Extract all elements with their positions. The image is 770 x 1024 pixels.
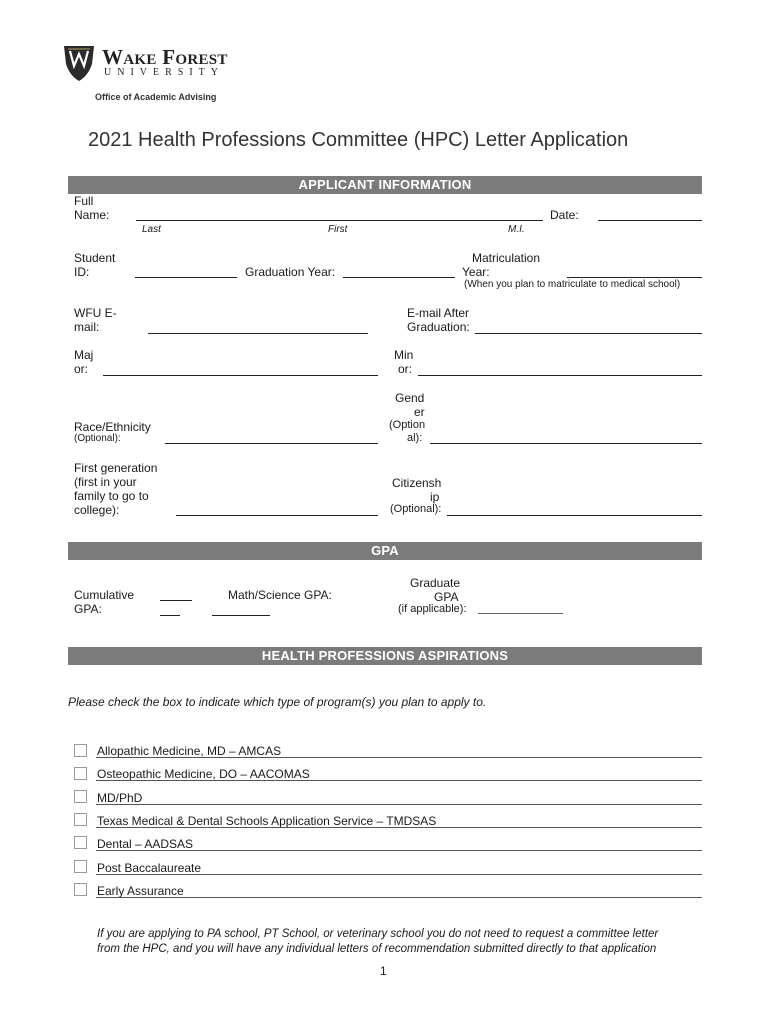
program-option-label: Early Assurance (97, 884, 184, 898)
race-field[interactable] (165, 443, 378, 444)
email-after-field[interactable] (475, 333, 702, 334)
program-option-underline (96, 874, 702, 875)
major-label: Maj (74, 348, 94, 362)
program-checkbox[interactable] (74, 883, 87, 896)
minor-field[interactable] (418, 375, 702, 376)
program-checkbox[interactable] (74, 836, 87, 849)
program-option-label: Texas Medical & Dental Schools Application Service – TMDSAS (97, 814, 437, 828)
cumulative-gpa-field-2[interactable] (160, 615, 180, 616)
program-option-label: Post Baccalaureate (97, 861, 202, 875)
citizenship-label-2: ip (430, 490, 440, 504)
student-id-label-2: ID: (74, 265, 90, 279)
program-option-underline (96, 804, 702, 805)
university-name: Wake Forest (102, 45, 228, 69)
graduation-year-label: Graduation Year: (245, 265, 336, 279)
math-science-gpa-label: Math/Science GPA: (228, 588, 332, 602)
wfu-email-label: WFU E- (74, 306, 117, 320)
matriculation-note: (When you plan to matriculate to medical school) (464, 279, 681, 290)
program-option-underline (96, 897, 702, 898)
email-after-label-2: Graduation: (407, 320, 470, 334)
student-id-label: Student (74, 251, 116, 265)
gender-optional: (Option (389, 419, 426, 431)
cumulative-gpa-label: Cumulative (74, 588, 135, 602)
wfu-shield-icon (62, 44, 96, 82)
wfu-email-field[interactable] (148, 333, 368, 334)
graduate-gpa-label-2: GPA (434, 590, 459, 604)
gender-label: Gend (395, 391, 425, 405)
matriculation-label: Matriculation (472, 251, 541, 265)
graduate-gpa-field[interactable] (478, 613, 563, 614)
matriculation-label-2: Year: (462, 265, 490, 279)
mi-caption: M.I. (508, 224, 525, 235)
program-checkbox[interactable] (74, 767, 87, 780)
aspirations-note-2: from the HPC, and you will have any individual letters of recommendation submitted directly to that application (97, 943, 657, 955)
program-option-underline (96, 827, 702, 828)
program-option-label: MD/PhD (97, 791, 143, 805)
student-id-field[interactable] (135, 277, 237, 278)
program-option-label: Allopathic Medicine, MD – AMCAS (97, 744, 282, 758)
full-name-label-2: Name: (74, 208, 110, 222)
aspirations-instruction: Please check the box to indicate which type of program(s) you plan to apply to. (68, 695, 487, 709)
program-checkbox[interactable] (74, 860, 87, 873)
full-name-label: Full (74, 194, 94, 208)
race-optional: (Optional): (74, 433, 121, 444)
program-checkbox[interactable] (74, 813, 87, 826)
email-after-label: E-mail After (407, 306, 470, 320)
program-option-underline (96, 850, 702, 851)
program-checkbox[interactable] (74, 744, 87, 757)
page-number: 1 (380, 964, 387, 978)
wfu-email-label-2: mail: (74, 320, 100, 334)
program-option-label: Osteopathic Medicine, DO – AACOMAS (97, 767, 310, 781)
first-name-caption: First (328, 224, 348, 235)
cumulative-gpa-field[interactable] (160, 600, 192, 601)
first-gen-label-4: college): (74, 503, 120, 517)
full-name-field[interactable] (136, 220, 543, 221)
minor-label-2: or: (398, 362, 413, 376)
gender-field[interactable] (430, 443, 702, 444)
program-option-label: Dental – AADSAS (97, 837, 194, 851)
office-name: Office of Academic Advising (95, 92, 217, 102)
gender-label-2: er (414, 405, 425, 419)
math-science-gpa-field[interactable] (212, 615, 270, 616)
last-name-caption: Last (142, 224, 161, 235)
first-gen-field[interactable] (176, 515, 378, 516)
major-label-2: or: (74, 362, 89, 376)
citizenship-optional: (Optional): (390, 503, 442, 515)
program-checkbox[interactable] (74, 790, 87, 803)
page-title: 2021 Health Professions Committee (HPC) Letter Application (88, 129, 629, 151)
graduate-gpa-optional: (if applicable): (398, 603, 467, 615)
cumulative-gpa-label-2: GPA: (74, 602, 102, 616)
section-header-gpa: GPA (68, 542, 702, 560)
race-label: Race/Ethnicity (74, 420, 151, 434)
first-gen-label-2: (first in your (74, 475, 137, 489)
matriculation-year-field[interactable] (567, 277, 702, 278)
program-option-underline (96, 780, 702, 781)
citizenship-field[interactable] (447, 515, 702, 516)
first-gen-label-3: family to go to (74, 489, 149, 503)
graduation-year-field[interactable] (343, 277, 455, 278)
aspirations-note: If you are applying to PA school, PT School, or veterinary school you do not need to request a committee letter (97, 928, 659, 940)
minor-label: Min (394, 348, 414, 362)
section-header-aspirations: HEALTH PROFESSIONS ASPIRATIONS (68, 647, 702, 665)
university-subname: UNIVERSITY (104, 67, 224, 78)
date-field[interactable] (598, 220, 702, 221)
citizenship-label: Citizensh (392, 476, 442, 490)
gender-optional-2: al): (407, 432, 423, 444)
section-header-applicant: APPLICANT INFORMATION (68, 176, 702, 194)
program-option-underline (96, 757, 702, 758)
graduate-gpa-label: Graduate (410, 576, 461, 590)
first-gen-label: First generation (74, 461, 158, 475)
major-field[interactable] (103, 375, 378, 376)
date-label: Date: (550, 208, 579, 222)
